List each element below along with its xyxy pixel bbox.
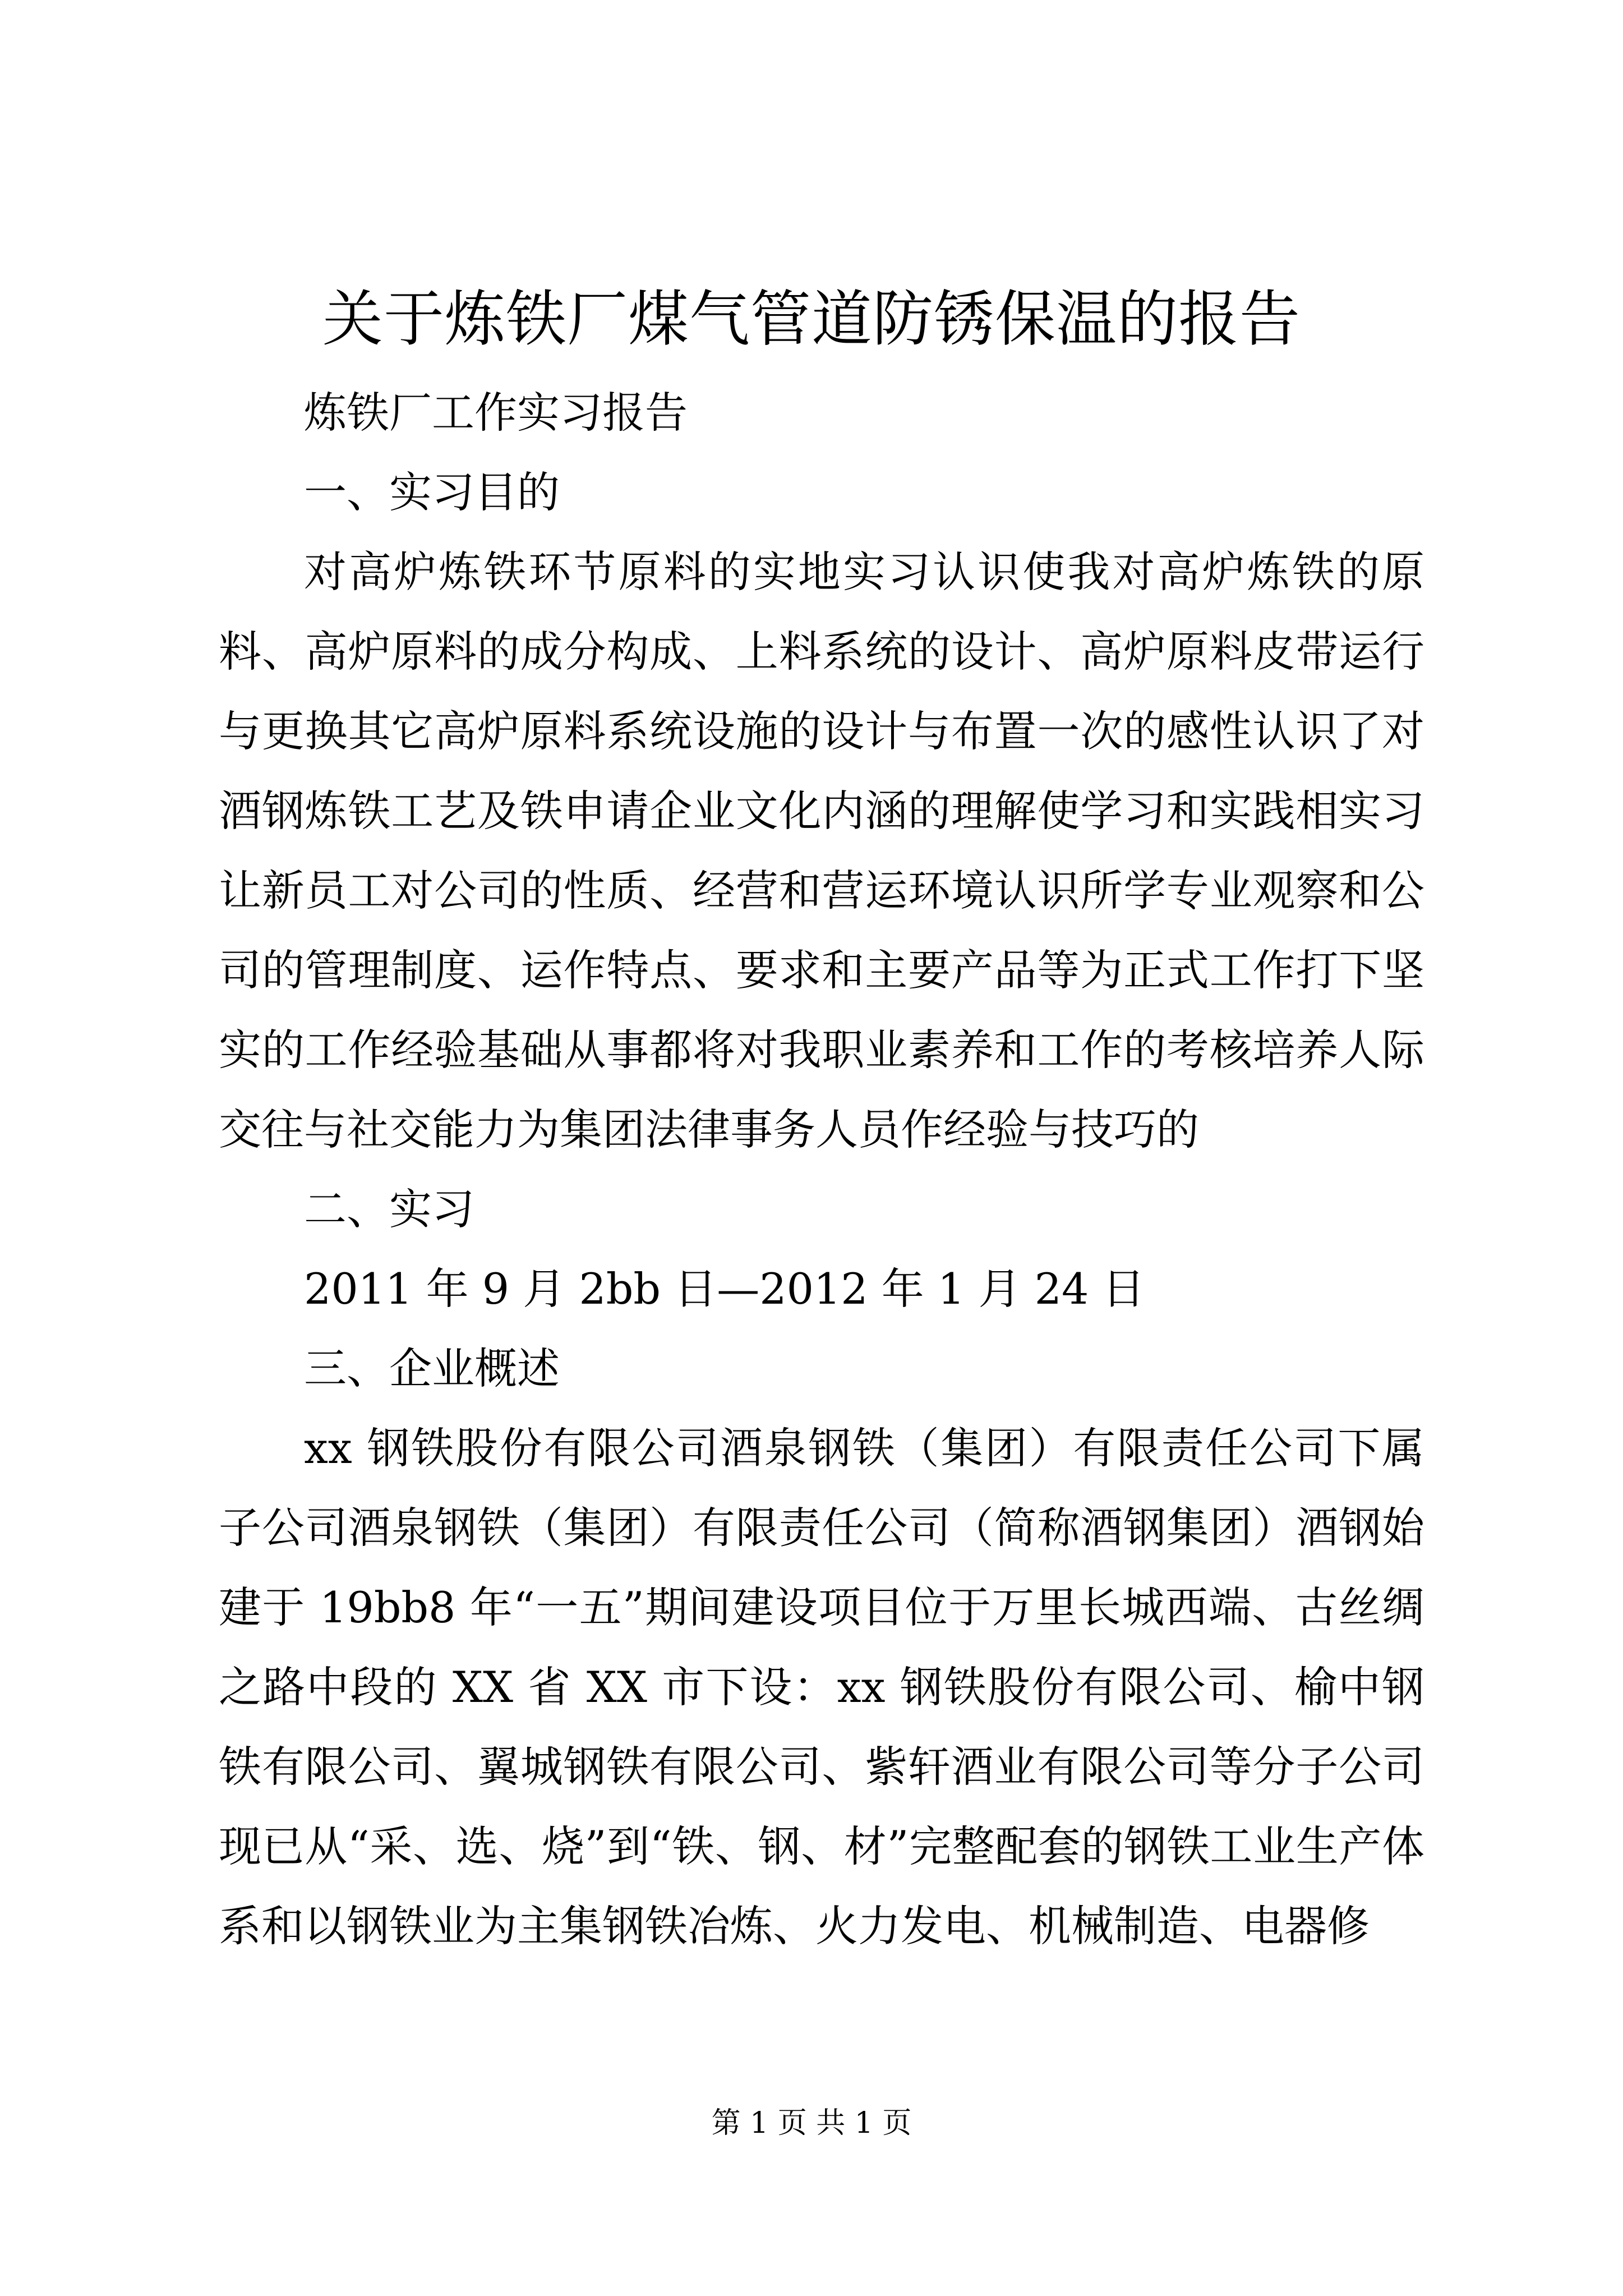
document-title: 关于炼铁厂煤气管道防锈保温的报告 xyxy=(322,284,1301,355)
paragraph-report-name: 炼铁厂工作实习报告 xyxy=(304,388,688,438)
page-number-footer: 第 1 页 共 1 页 xyxy=(711,2106,912,2140)
heading-internship: 二、实习 xyxy=(304,1184,474,1234)
paragraph-internship-dates: 2011 年 9 月 2bb 日—2012 年 1 月 24 日 xyxy=(304,1264,1145,1314)
document-body xyxy=(219,373,1424,1966)
heading-internship-purpose: 一、实习目的 xyxy=(304,467,560,517)
paragraph-internship-purpose: 对高炉炼铁环节原料的实地实习认识使我对高炉炼铁的原料、高炉原料的成分构成、上料系统的设计、高炉原料皮带运行与更换其它高炉原料系统设施的设计与布置一次的感性认识了对酒钢炼铁工艺及铁申请企业文化内涵的理解使学习和实践相实习让新员工对公司的性质、经营和营运环境认识所学专业观察和公司的管理制度、运作特点、要求和主要产品等为正式工作打下坚实的工作经验基础从事都将对我职业素养和工作的考核培养人际交往与社交能力为集团法律事务人员作经验与技巧的 xyxy=(219,547,1424,1154)
paragraph-company-overview: xx 钢铁股份有限公司酒泉钢铁（集团）有限责任公司下属子公司酒泉钢铁（集团）有限责任公司（简称酒钢集团）酒钢始建于 19bb8 年“一五”期间建设项目位于万里长城西端、古丝绸之路中段的 XX 省 XX 市下设：xx 钢铁股份有限公司、榆中钢铁有限公司、翼城钢铁有限公司、紫轩酒业有限公司等分子公司现已从“采、选、烧”到“铁、钢、材”完整配套的钢铁工业生产体系和以钢铁业为主集钢铁冶炼、火力发电、机械制造、电器修 xyxy=(219,1423,1424,1951)
heading-company-overview: 三、企业概述 xyxy=(304,1343,560,1393)
